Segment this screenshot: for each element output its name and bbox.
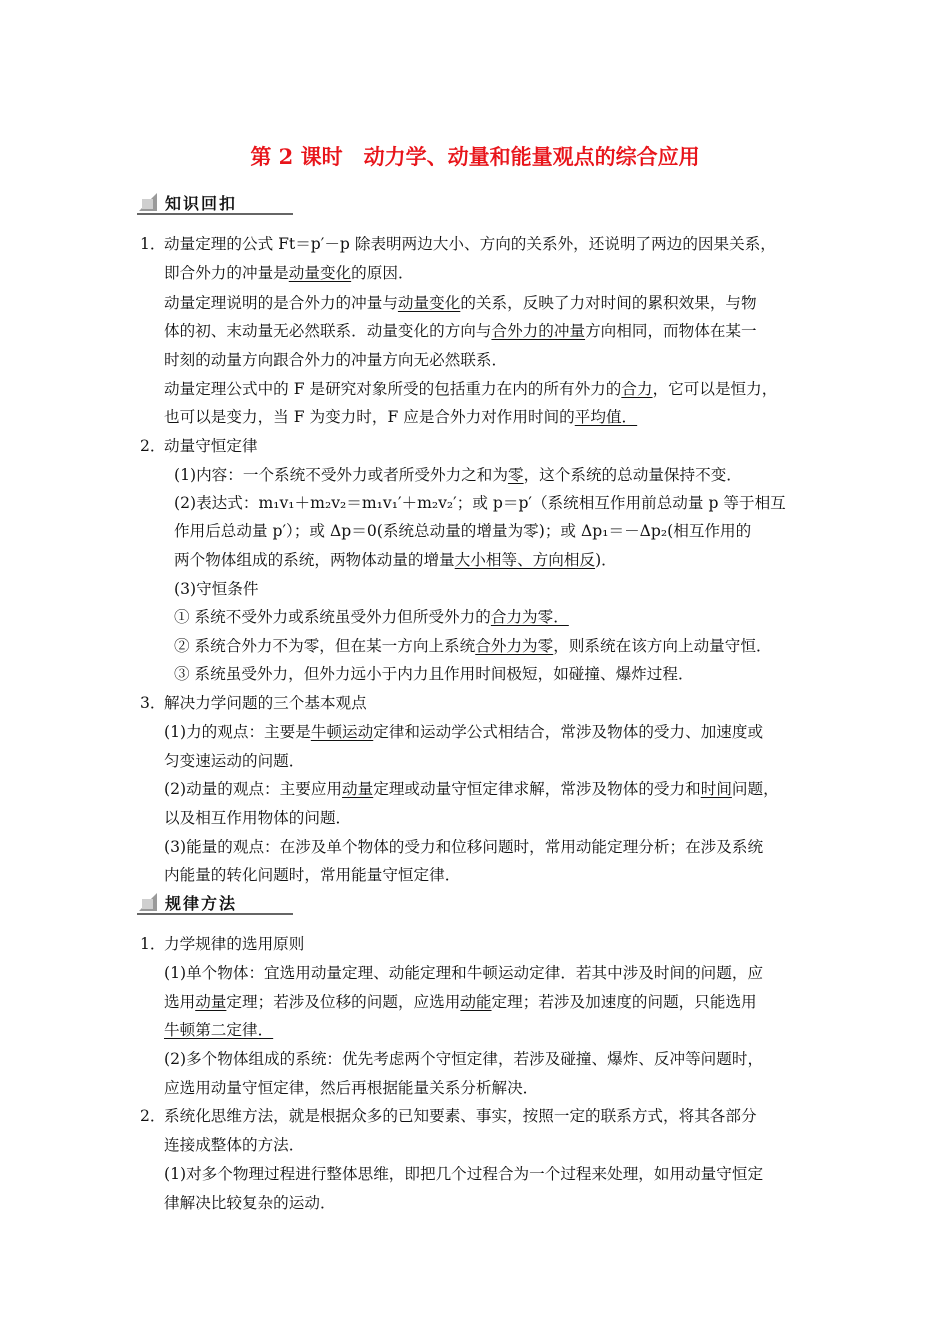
- text-line: (1)内容：一个系统不受外力或者所受外力之和为零，这个系统的总动量保持不变．: [174, 466, 742, 484]
- text-line: 选用动量定理；若涉及位移的问题，应选用动能定理；若涉及加速度的问题，只能选用: [164, 993, 757, 1011]
- item-heading: 动量守恒定律: [164, 437, 258, 455]
- text-line: (1)单个物体：宜选用动量定理、动能定理和牛顿运动定律．若其中涉及时间的问题，应: [164, 964, 764, 982]
- text-line: 匀变速运动的问题．: [164, 752, 305, 770]
- section-header-rules-methods: [137, 890, 293, 916]
- text-line: ① 系统不受外力或系统虽受外力但所受外力的合力为零．: [174, 608, 569, 626]
- text-line: 动量定理公式中的 F 是研究对象所受的包括重力在内的所有外力的合力，它可以是恒力，: [164, 380, 778, 398]
- section-marker-icon: [139, 893, 157, 911]
- text-line: (3)守恒条件: [174, 580, 259, 598]
- text-line: 体的初、末动量无必然联系．动量变化的方向与合外力的冲量方向相同，而物体在某一: [164, 322, 757, 340]
- section-rule: [137, 913, 293, 915]
- text-line: 牛顿第二定律．: [164, 1021, 274, 1039]
- section-label: 知识回扣: [165, 194, 238, 213]
- section-marker-icon: [139, 193, 157, 211]
- text-line: 作用后总动量 p′）；或 Δp＝0(系统总动量的增量为零)；或 Δp₁＝－Δp₂(相互作用的: [174, 522, 752, 540]
- page-title: 第 2 课时 动力学、动量和能量观点的综合应用: [250, 144, 700, 169]
- item-number: 2．: [140, 437, 166, 455]
- text-line: (2)动量的观点：主要应用动量定理或动量守恒定律求解，常涉及物体的受力和时间问题，: [164, 780, 779, 798]
- text-line: (3)能量的观点：在涉及单个物体的受力和位移问题时，常用动能定理分析；在涉及系统: [164, 838, 764, 856]
- section-header-knowledge-review: [137, 190, 293, 216]
- text-line: (1)力的观点：主要是牛顿运动定律和运动学公式相结合，常涉及物体的受力、加速度或: [164, 723, 764, 741]
- text-line: (2)多个物体组成的系统：优先考虑两个守恒定律，若涉及碰撞、爆炸、反冲等问题时，: [164, 1050, 764, 1068]
- text-line: 动量定理的公式 Ft＝p′－p 除表明两边大小、方向的关系外，还说明了两边的因果关系，: [164, 235, 776, 253]
- section-label: 规律方法: [165, 894, 238, 913]
- text-line: 连接成整体的方法．: [164, 1136, 305, 1154]
- text-line: 即合外力的冲量是动量变化的原因．: [164, 264, 414, 282]
- text-line: 内能量的转化问题时，常用能量守恒定律．: [164, 866, 461, 884]
- item-number: 3．: [140, 694, 166, 712]
- text-line: ③ 系统虽受外力，但外力远小于内力且作用时间极短，如碰撞、爆炸过程．: [174, 665, 694, 683]
- text-line: 以及相互作用物体的问题．: [164, 809, 352, 827]
- text-line: (2)表达式：m₁v₁＋m₂v₂＝m₁v₁′＋m₂v₂′；或 p＝p′（系统相互作用前总动量 p 等于相互: [174, 494, 786, 512]
- text-line: 系统化思维方法，就是根据众多的已知要素、事实，按照一定的联系方式，将其各部分: [164, 1107, 757, 1125]
- item-heading: 解决力学问题的三个基本观点: [164, 694, 367, 712]
- item-number: 1．: [140, 235, 166, 253]
- section-rule: [137, 213, 293, 215]
- item-number: 2．: [140, 1107, 166, 1125]
- text-line: 也可以是变力，当 F 为变力时，F 应是合外力对作用时间的平均值．: [164, 408, 638, 426]
- item-heading: 力学规律的选用原则: [164, 935, 305, 953]
- text-line: ② 系统合外力不为零，但在某一方向上系统合外力为零，则系统在该方向上动量守恒．: [174, 637, 772, 655]
- text-line: 律解决比较复杂的运动．: [164, 1194, 336, 1212]
- text-line: 两个物体组成的系统，两物体动量的增量大小相等、方向相反)．: [174, 551, 617, 569]
- text-line: 时刻的动量方向跟合外力的冲量方向无必然联系．: [164, 351, 508, 369]
- item-number: 1．: [140, 935, 166, 953]
- text-line: 应选用动量守恒定律，然后再根据能量关系分析解决．: [164, 1079, 539, 1097]
- text-line: (1)对多个物理过程进行整体思维，即把几个过程合为一个过程来处理，如用动量守恒定: [164, 1165, 764, 1183]
- text-line: 动量定理说明的是合外力的冲量与动量变化的关系，反映了力对时间的累积效果，与物: [164, 294, 757, 312]
